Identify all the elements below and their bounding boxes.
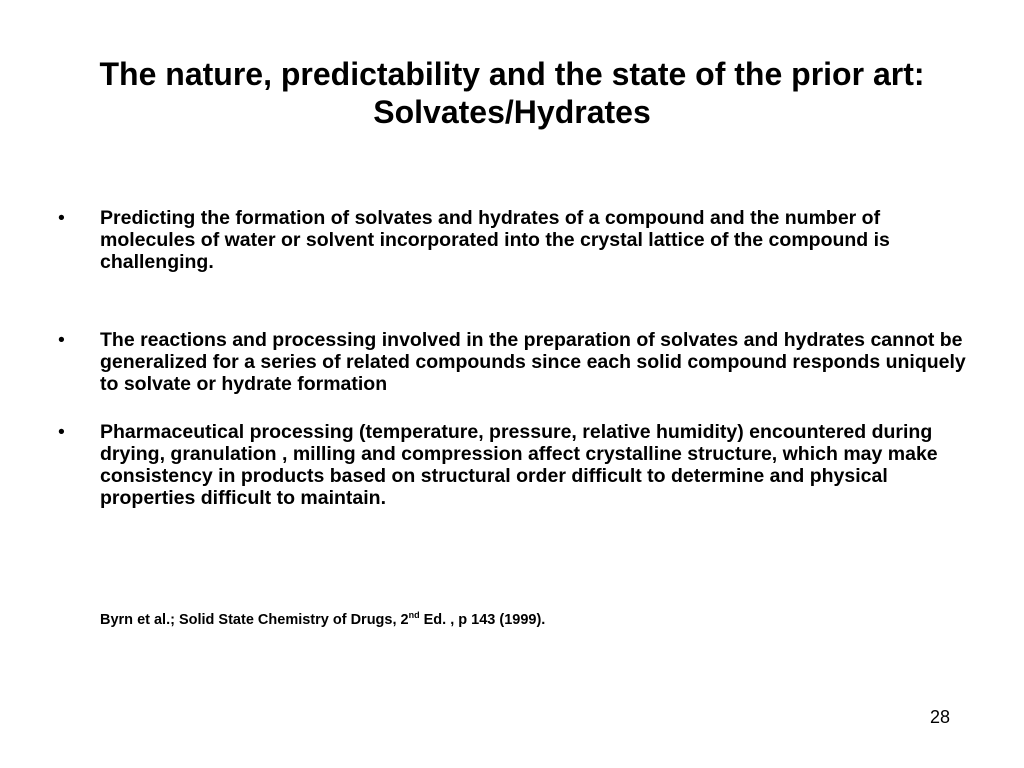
bullet-item — [58, 207, 970, 273]
slide-title-line-1: The nature, predictability and the state of the prior art: — [99, 56, 925, 92]
bullet-marker: • — [58, 207, 65, 229]
page-number: 28 — [930, 707, 951, 727]
citation-suffix: Ed. , p 143 (1999). — [419, 612, 546, 628]
bullet-text: The reactions and processing involved in the preparation of solvates and hydrates cannot be generalized for a series of related compounds since each solid compound responds uniquely to solvate or hydrate formation — [100, 329, 966, 395]
bullet-text: Predicting the formation of solvates and hydrates of a compound and the number of molecules of water or solvent incorporated into the crystal lattice of the compound is challenging. — [100, 207, 890, 273]
bullet-item — [58, 329, 970, 395]
bullet-text: Pharmaceutical processing (temperature, pressure, relative humidity) encountered during drying, granulation , milling and compression affect crystalline structure, which may make consistency in products based on structural order difficult to determine and physical properties difficult to maintain. — [100, 421, 938, 509]
citation-superscript: nd — [408, 610, 420, 621]
slide-title-line-2: Solvates/Hydrates — [373, 94, 651, 130]
bullet-marker: • — [58, 421, 65, 443]
slide-title — [0, 55, 1024, 131]
citation — [100, 610, 545, 630]
bullet-item — [58, 421, 970, 509]
bullet-marker: • — [58, 329, 65, 351]
bullet-list — [58, 207, 970, 509]
citation-prefix: Byrn et al.; Solid State Chemistry of Drugs, 2 — [100, 612, 409, 628]
